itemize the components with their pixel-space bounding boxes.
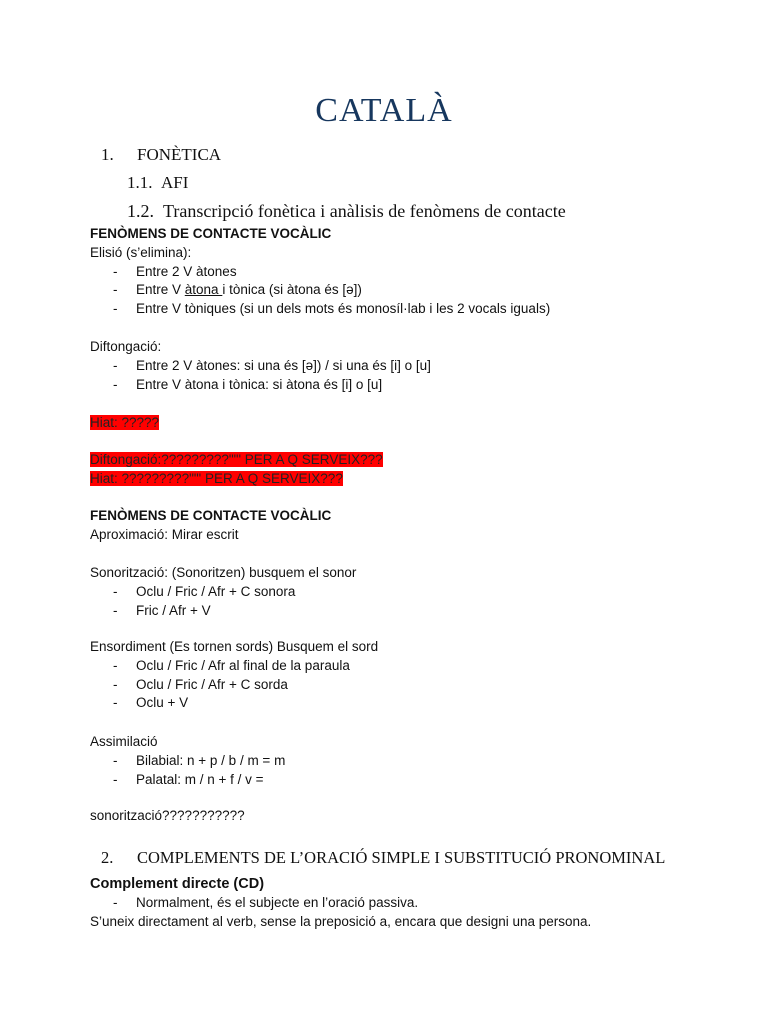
- question-line: sonorització???????????: [90, 808, 245, 823]
- list-marker: -: [113, 602, 118, 618]
- document-title: CATALÀ: [315, 92, 453, 129]
- highlighted-text: Diftongació:?????????""' PER A Q SERVEIX???: [90, 452, 383, 467]
- heading-fonetica: [101, 145, 221, 165]
- list-item: [90, 357, 431, 376]
- list-item-text: i tònica (si àtona és [ə]): [222, 282, 362, 298]
- section-heading: FENÒMENS DE CONTACTE VOCÀLIC: [90, 508, 332, 523]
- sonoritzacio-section: [90, 564, 356, 620]
- list-item: [90, 583, 356, 602]
- list-marker: -: [113, 771, 118, 787]
- list-item-text: Fric / Afr + V: [136, 602, 211, 618]
- list-item-text: Oclu + V: [136, 695, 189, 711]
- list-item: [90, 657, 378, 676]
- list-marker: -: [113, 376, 118, 392]
- section-heading: Complement directe (CD): [90, 876, 265, 892]
- aproximacio-line: Aproximació: Mirar escrit: [90, 526, 239, 542]
- consonantic-section: [90, 507, 331, 545]
- list-marker: -: [113, 301, 118, 317]
- list-marker: -: [113, 263, 118, 279]
- list-item: [90, 894, 591, 913]
- list-item-text: Oclu / Fric / Afr al final de la paraula: [136, 657, 350, 673]
- list-marker: -: [113, 752, 118, 768]
- list-marker: -: [113, 657, 118, 673]
- list-item-text: Bilabial: n + p / b / m = m: [136, 752, 286, 768]
- list-item-text: Entre V: [136, 282, 185, 298]
- section-heading: FENÒMENS DE CONTACTE VOCÀLIC: [90, 226, 332, 241]
- list-item-text: Palatal: m / n + f / v =: [136, 771, 264, 787]
- cd-section: [90, 875, 591, 931]
- list-marker: -: [113, 583, 118, 599]
- list-marker: -: [113, 695, 118, 711]
- sonoritzacio-label: Sonorització: (Sonoritzen) busquem el sonor: [90, 565, 357, 580]
- list-item: [90, 300, 550, 319]
- list-item: [90, 281, 550, 300]
- heading-number: 1.1.: [127, 173, 153, 192]
- list-item: [90, 771, 285, 790]
- assimilacio-label: Assimilació: [90, 734, 158, 749]
- list-item-text: Entre 2 V àtones: si una és [ə]) / si una és [i] o [u]: [136, 357, 431, 373]
- list-item-text: Oclu / Fric / Afr + C sonora: [136, 583, 296, 599]
- list-marker: -: [113, 282, 118, 298]
- questions-block: [90, 451, 383, 489]
- underlined-text: àtona: [184, 282, 223, 298]
- ensordiment-label: Ensordiment (Es tornen sords) Busquem el sord: [90, 639, 379, 654]
- heading-text: COMPLEMENTS DE L’ORACIÓ SIMPLE I SUBSTITUCIÓ PRONOMINAL: [137, 848, 666, 867]
- list-item: [90, 602, 356, 621]
- heading-number: 2.: [101, 848, 114, 867]
- heading-number: 1.2.: [127, 201, 154, 221]
- assimilacio-section: [90, 733, 285, 789]
- heading-number: 1.: [101, 145, 114, 164]
- list-item: [90, 752, 285, 771]
- highlighted-text: Hiat: ?????: [90, 415, 160, 430]
- list-item: [90, 263, 550, 282]
- sonoritzacio-question: [90, 807, 245, 826]
- heading-text: AFI: [161, 173, 189, 192]
- ensordiment-section: [90, 638, 378, 713]
- diftongacio-label: Diftongació:: [90, 339, 162, 354]
- list-marker: -: [113, 676, 118, 692]
- list-item-text: Entre V tòniques (si un dels mots és monosíl·lab i les 2 vocals iguals): [136, 301, 551, 317]
- hiat-line: [90, 414, 159, 433]
- heading-transcripcio: [127, 201, 566, 222]
- paragraph: S’uneix directament al verb, sense la preposició a, encara que designi una persona.: [90, 913, 592, 929]
- heading-text: Transcripció fonètica i anàlisis de fenòmens de contacte: [163, 201, 566, 221]
- diftongacio-section: [90, 338, 431, 394]
- list-marker: -: [113, 357, 118, 373]
- list-item: [90, 376, 431, 395]
- list-item-text: Entre 2 V àtones: [136, 263, 237, 279]
- vocalic-section: [90, 225, 550, 319]
- list-item: [90, 676, 378, 695]
- highlighted-text: Hiat: ?????????""' PER A Q SERVEIX???: [90, 470, 343, 486]
- heading-afi: [127, 173, 188, 193]
- list-item-text: Oclu / Fric / Afr + C sorda: [136, 676, 288, 692]
- heading-complements: [101, 848, 665, 868]
- elisio-label: Elisió (s’elimina):: [90, 244, 192, 260]
- list-marker: -: [113, 894, 118, 910]
- list-item-text: Entre V àtona i tònica: si àtona és [i] o [u]: [136, 376, 383, 392]
- heading-text: FONÈTICA: [137, 145, 222, 164]
- list-item-text: Normalment, és el subjecte en l’oració passiva.: [136, 894, 419, 910]
- list-item: [90, 694, 378, 713]
